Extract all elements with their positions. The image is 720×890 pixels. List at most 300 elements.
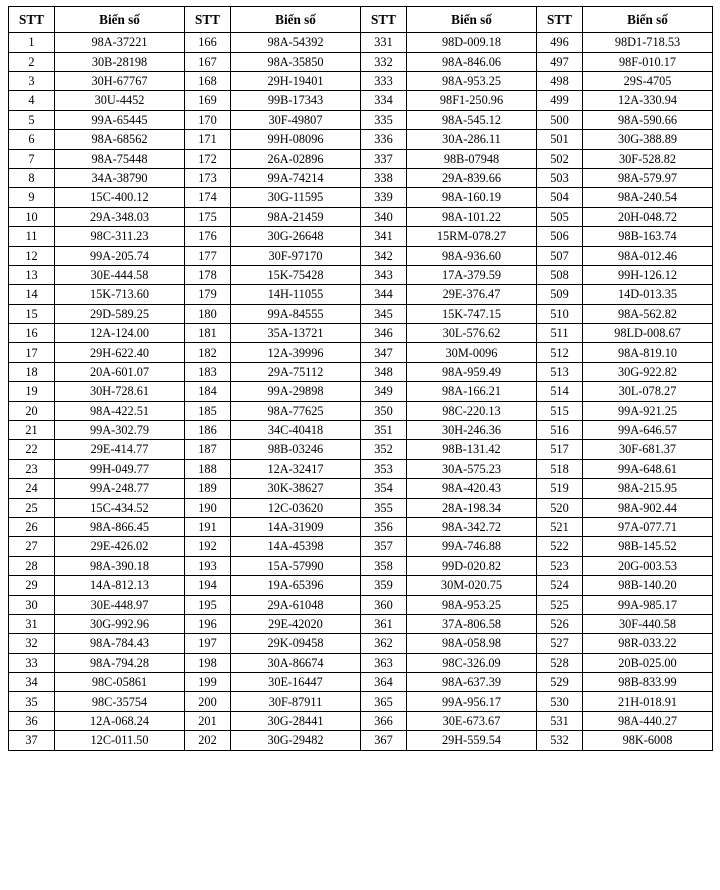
cell-plate: 35A-13721 — [231, 324, 361, 343]
cell-stt: 23 — [9, 459, 55, 478]
cell-stt: 169 — [185, 91, 231, 110]
cell-plate: 30F-681.37 — [583, 440, 713, 459]
cell-stt: 526 — [537, 614, 583, 633]
cell-stt: 354 — [361, 479, 407, 498]
cell-stt: 525 — [537, 595, 583, 614]
cell-plate: 98C-311.23 — [55, 227, 185, 246]
table-row — [9, 498, 713, 517]
cell-stt: 496 — [537, 33, 583, 52]
cell-plate: 26A-02896 — [231, 149, 361, 168]
cell-plate: 12C-011.50 — [55, 731, 185, 750]
table-row — [9, 207, 713, 226]
cell-plate: 29E-376.47 — [407, 285, 537, 304]
cell-plate: 99A-921.25 — [583, 401, 713, 420]
cell-stt: 506 — [537, 227, 583, 246]
cell-plate: 29S-4705 — [583, 71, 713, 90]
cell-plate: 15K-713.60 — [55, 285, 185, 304]
cell-stt: 170 — [185, 110, 231, 129]
table-row — [9, 537, 713, 556]
table-row — [9, 634, 713, 653]
cell-stt: 334 — [361, 91, 407, 110]
cell-stt: 356 — [361, 517, 407, 536]
column-header-plate-4: Biển số — [583, 7, 713, 33]
cell-plate: 30E-448.97 — [55, 595, 185, 614]
cell-plate: 29A-61048 — [231, 595, 361, 614]
cell-plate: 98K-6008 — [583, 731, 713, 750]
cell-plate: 30K-38627 — [231, 479, 361, 498]
cell-stt: 29 — [9, 576, 55, 595]
cell-plate: 30L-576.62 — [407, 324, 537, 343]
cell-plate: 28A-198.34 — [407, 498, 537, 517]
cell-stt: 348 — [361, 362, 407, 381]
cell-stt: 505 — [537, 207, 583, 226]
cell-plate: 15K-75428 — [231, 265, 361, 284]
cell-plate: 30G-28441 — [231, 711, 361, 730]
cell-plate: 98A-637.39 — [407, 673, 537, 692]
cell-plate: 97A-077.71 — [583, 517, 713, 536]
cell-plate: 30G-992.96 — [55, 614, 185, 633]
cell-stt: 527 — [537, 634, 583, 653]
cell-plate: 30G-29482 — [231, 731, 361, 750]
cell-stt: 25 — [9, 498, 55, 517]
cell-plate: 15C-400.12 — [55, 188, 185, 207]
cell-stt: 8 — [9, 168, 55, 187]
cell-stt: 518 — [537, 459, 583, 478]
table-row — [9, 731, 713, 750]
cell-plate: 98A-794.28 — [55, 653, 185, 672]
column-header-stt-2: STT — [185, 7, 231, 33]
cell-plate: 29D-589.25 — [55, 304, 185, 323]
cell-plate: 30F-528.82 — [583, 149, 713, 168]
table-row — [9, 91, 713, 110]
cell-plate: 30A-575.23 — [407, 459, 537, 478]
cell-stt: 346 — [361, 324, 407, 343]
cell-plate: 98A-784.43 — [55, 634, 185, 653]
cell-plate: 15K-747.15 — [407, 304, 537, 323]
cell-stt: 26 — [9, 517, 55, 536]
cell-plate: 30L-078.27 — [583, 382, 713, 401]
cell-plate: 30U-4452 — [55, 91, 185, 110]
cell-stt: 347 — [361, 343, 407, 362]
cell-plate: 29A-75112 — [231, 362, 361, 381]
cell-stt: 15 — [9, 304, 55, 323]
cell-stt: 177 — [185, 246, 231, 265]
cell-stt: 176 — [185, 227, 231, 246]
cell-stt: 344 — [361, 285, 407, 304]
cell-plate: 30F-97170 — [231, 246, 361, 265]
cell-stt: 503 — [537, 168, 583, 187]
cell-stt: 355 — [361, 498, 407, 517]
cell-stt: 363 — [361, 653, 407, 672]
table-row — [9, 285, 713, 304]
cell-stt: 184 — [185, 382, 231, 401]
cell-stt: 516 — [537, 421, 583, 440]
cell-plate: 30B-28198 — [55, 52, 185, 71]
cell-stt: 499 — [537, 91, 583, 110]
cell-stt: 16 — [9, 324, 55, 343]
cell-stt: 513 — [537, 362, 583, 381]
cell-stt: 517 — [537, 440, 583, 459]
cell-plate: 98D1-718.53 — [583, 33, 713, 52]
table-row — [9, 382, 713, 401]
cell-plate: 98A-68562 — [55, 130, 185, 149]
cell-stt: 361 — [361, 614, 407, 633]
cell-plate: 20H-048.72 — [583, 207, 713, 226]
cell-plate: 98A-936.60 — [407, 246, 537, 265]
cell-plate: 98A-160.19 — [407, 188, 537, 207]
cell-plate: 98A-77625 — [231, 401, 361, 420]
table-row — [9, 673, 713, 692]
table-row — [9, 692, 713, 711]
cell-stt: 202 — [185, 731, 231, 750]
cell-stt: 31 — [9, 614, 55, 633]
cell-stt: 359 — [361, 576, 407, 595]
table-row — [9, 556, 713, 575]
cell-plate: 98A-54392 — [231, 33, 361, 52]
cell-stt: 189 — [185, 479, 231, 498]
cell-plate: 98A-342.72 — [407, 517, 537, 536]
table-row — [9, 52, 713, 71]
cell-plate: 30A-86674 — [231, 653, 361, 672]
cell-stt: 36 — [9, 711, 55, 730]
cell-stt: 199 — [185, 673, 231, 692]
cell-plate: 12A-39996 — [231, 343, 361, 362]
cell-plate: 37A-806.58 — [407, 614, 537, 633]
cell-plate: 15C-434.52 — [55, 498, 185, 517]
cell-stt: 27 — [9, 537, 55, 556]
cell-stt: 19 — [9, 382, 55, 401]
cell-plate: 98A-953.25 — [407, 595, 537, 614]
table-row — [9, 343, 713, 362]
table-body — [9, 33, 713, 750]
cell-plate: 14H-11055 — [231, 285, 361, 304]
cell-stt: 530 — [537, 692, 583, 711]
cell-plate: 98B-833.99 — [583, 673, 713, 692]
cell-plate: 30H-246.36 — [407, 421, 537, 440]
cell-plate: 99A-84555 — [231, 304, 361, 323]
cell-plate: 98D-009.18 — [407, 33, 537, 52]
cell-plate: 98A-058.98 — [407, 634, 537, 653]
cell-stt: 13 — [9, 265, 55, 284]
table-row — [9, 324, 713, 343]
cell-plate: 20A-601.07 — [55, 362, 185, 381]
cell-stt: 166 — [185, 33, 231, 52]
table-row — [9, 149, 713, 168]
cell-plate: 30A-286.11 — [407, 130, 537, 149]
cell-plate: 12A-124.00 — [55, 324, 185, 343]
cell-plate: 30F-49807 — [231, 110, 361, 129]
cell-plate: 29K-09458 — [231, 634, 361, 653]
cell-plate: 98R-033.22 — [583, 634, 713, 653]
cell-plate: 30M-020.75 — [407, 576, 537, 595]
license-plate-table — [8, 6, 713, 751]
table-row — [9, 246, 713, 265]
cell-stt: 500 — [537, 110, 583, 129]
cell-stt: 14 — [9, 285, 55, 304]
cell-stt: 358 — [361, 556, 407, 575]
cell-plate: 30E-444.58 — [55, 265, 185, 284]
cell-stt: 28 — [9, 556, 55, 575]
cell-stt: 195 — [185, 595, 231, 614]
cell-plate: 15A-57990 — [231, 556, 361, 575]
cell-stt: 360 — [361, 595, 407, 614]
table-header — [9, 7, 713, 33]
cell-stt: 9 — [9, 188, 55, 207]
table-row — [9, 188, 713, 207]
cell-stt: 171 — [185, 130, 231, 149]
cell-stt: 197 — [185, 634, 231, 653]
column-header-stt-3: STT — [361, 7, 407, 33]
cell-plate: 30H-67767 — [55, 71, 185, 90]
cell-stt: 519 — [537, 479, 583, 498]
cell-stt: 523 — [537, 556, 583, 575]
cell-plate: 30G-922.82 — [583, 362, 713, 381]
cell-stt: 531 — [537, 711, 583, 730]
cell-plate: 99A-302.79 — [55, 421, 185, 440]
cell-stt: 182 — [185, 343, 231, 362]
cell-plate: 98A-902.44 — [583, 498, 713, 517]
table-row — [9, 479, 713, 498]
cell-plate: 30E-16447 — [231, 673, 361, 692]
cell-plate: 30F-440.58 — [583, 614, 713, 633]
cell-plate: 12C-03620 — [231, 498, 361, 517]
cell-plate: 99A-746.88 — [407, 537, 537, 556]
cell-stt: 349 — [361, 382, 407, 401]
column-header-plate-3: Biển số — [407, 7, 537, 33]
table-row — [9, 110, 713, 129]
cell-stt: 180 — [185, 304, 231, 323]
cell-plate: 99B-17343 — [231, 91, 361, 110]
column-header-stt-1: STT — [9, 7, 55, 33]
cell-plate: 17A-379.59 — [407, 265, 537, 284]
table-row — [9, 653, 713, 672]
table-row — [9, 401, 713, 420]
cell-plate: 99A-985.17 — [583, 595, 713, 614]
cell-plate: 98A-590.66 — [583, 110, 713, 129]
cell-plate: 30M-0096 — [407, 343, 537, 362]
cell-stt: 522 — [537, 537, 583, 556]
cell-plate: 98A-215.95 — [583, 479, 713, 498]
cell-plate: 98A-846.06 — [407, 52, 537, 71]
cell-plate: 14A-812.13 — [55, 576, 185, 595]
cell-stt: 498 — [537, 71, 583, 90]
cell-plate: 98LD-008.67 — [583, 324, 713, 343]
cell-plate: 98A-37221 — [55, 33, 185, 52]
cell-stt: 193 — [185, 556, 231, 575]
cell-plate: 99A-646.57 — [583, 421, 713, 440]
cell-plate: 98A-21459 — [231, 207, 361, 226]
cell-plate: 98A-166.21 — [407, 382, 537, 401]
cell-stt: 366 — [361, 711, 407, 730]
table-row — [9, 576, 713, 595]
cell-stt: 515 — [537, 401, 583, 420]
cell-plate: 14D-013.35 — [583, 285, 713, 304]
cell-plate: 98A-866.45 — [55, 517, 185, 536]
cell-stt: 507 — [537, 246, 583, 265]
cell-plate: 15RM-078.27 — [407, 227, 537, 246]
cell-plate: 99A-248.77 — [55, 479, 185, 498]
cell-stt: 192 — [185, 537, 231, 556]
cell-plate: 99H-08096 — [231, 130, 361, 149]
table-row — [9, 168, 713, 187]
cell-plate: 99A-74214 — [231, 168, 361, 187]
table-row — [9, 265, 713, 284]
column-header-plate-1: Biển số — [55, 7, 185, 33]
cell-stt: 514 — [537, 382, 583, 401]
cell-stt: 4 — [9, 91, 55, 110]
cell-stt: 340 — [361, 207, 407, 226]
table-row — [9, 71, 713, 90]
cell-plate: 98A-420.43 — [407, 479, 537, 498]
cell-plate: 30H-728.61 — [55, 382, 185, 401]
cell-stt: 367 — [361, 731, 407, 750]
cell-plate: 99A-65445 — [55, 110, 185, 129]
cell-stt: 24 — [9, 479, 55, 498]
cell-stt: 200 — [185, 692, 231, 711]
cell-stt: 196 — [185, 614, 231, 633]
cell-plate: 98A-240.54 — [583, 188, 713, 207]
cell-stt: 331 — [361, 33, 407, 52]
cell-plate: 98A-440.27 — [583, 711, 713, 730]
cell-stt: 342 — [361, 246, 407, 265]
table-row — [9, 711, 713, 730]
cell-plate: 20G-003.53 — [583, 556, 713, 575]
cell-stt: 336 — [361, 130, 407, 149]
cell-stt: 497 — [537, 52, 583, 71]
cell-stt: 35 — [9, 692, 55, 711]
cell-stt: 18 — [9, 362, 55, 381]
cell-stt: 343 — [361, 265, 407, 284]
cell-plate: 98C-05861 — [55, 673, 185, 692]
cell-plate: 99D-020.82 — [407, 556, 537, 575]
cell-stt: 22 — [9, 440, 55, 459]
cell-plate: 19A-65396 — [231, 576, 361, 595]
cell-stt: 198 — [185, 653, 231, 672]
cell-plate: 30F-87911 — [231, 692, 361, 711]
cell-plate: 29E-414.77 — [55, 440, 185, 459]
cell-stt: 179 — [185, 285, 231, 304]
cell-plate: 98C-35754 — [55, 692, 185, 711]
table-row — [9, 33, 713, 52]
cell-plate: 98A-390.18 — [55, 556, 185, 575]
cell-plate: 98F-010.17 — [583, 52, 713, 71]
cell-plate: 29E-426.02 — [55, 537, 185, 556]
cell-plate: 34C-40418 — [231, 421, 361, 440]
cell-plate: 98B-07948 — [407, 149, 537, 168]
cell-plate: 29H-559.54 — [407, 731, 537, 750]
cell-stt: 339 — [361, 188, 407, 207]
cell-plate: 99A-956.17 — [407, 692, 537, 711]
cell-stt: 185 — [185, 401, 231, 420]
cell-stt: 364 — [361, 673, 407, 692]
cell-plate: 98A-75448 — [55, 149, 185, 168]
cell-stt: 201 — [185, 711, 231, 730]
cell-plate: 12A-068.24 — [55, 711, 185, 730]
cell-plate: 30E-673.67 — [407, 711, 537, 730]
header-row — [9, 7, 713, 33]
cell-stt: 528 — [537, 653, 583, 672]
cell-plate: 98A-579.97 — [583, 168, 713, 187]
column-header-plate-2: Biển số — [231, 7, 361, 33]
cell-plate: 99A-29898 — [231, 382, 361, 401]
cell-stt: 5 — [9, 110, 55, 129]
cell-plate: 98A-545.12 — [407, 110, 537, 129]
cell-plate: 29A-348.03 — [55, 207, 185, 226]
cell-stt: 186 — [185, 421, 231, 440]
cell-stt: 337 — [361, 149, 407, 168]
cell-stt: 511 — [537, 324, 583, 343]
cell-stt: 365 — [361, 692, 407, 711]
cell-stt: 341 — [361, 227, 407, 246]
table-row — [9, 130, 713, 149]
cell-stt: 333 — [361, 71, 407, 90]
cell-stt: 3 — [9, 71, 55, 90]
table-row — [9, 459, 713, 478]
cell-stt: 6 — [9, 130, 55, 149]
cell-stt: 172 — [185, 149, 231, 168]
cell-plate: 98A-953.25 — [407, 71, 537, 90]
cell-plate: 12A-32417 — [231, 459, 361, 478]
cell-plate: 30G-388.89 — [583, 130, 713, 149]
table-row — [9, 440, 713, 459]
cell-stt: 520 — [537, 498, 583, 517]
cell-plate: 99A-648.61 — [583, 459, 713, 478]
cell-plate: 99H-049.77 — [55, 459, 185, 478]
cell-stt: 178 — [185, 265, 231, 284]
cell-stt: 32 — [9, 634, 55, 653]
cell-plate: 98B-145.52 — [583, 537, 713, 556]
cell-stt: 524 — [537, 576, 583, 595]
cell-stt: 187 — [185, 440, 231, 459]
cell-plate: 98B-03246 — [231, 440, 361, 459]
cell-plate: 98A-012.46 — [583, 246, 713, 265]
cell-plate: 98B-140.20 — [583, 576, 713, 595]
table-row — [9, 227, 713, 246]
cell-stt: 362 — [361, 634, 407, 653]
cell-stt: 353 — [361, 459, 407, 478]
cell-stt: 191 — [185, 517, 231, 536]
cell-stt: 352 — [361, 440, 407, 459]
cell-stt: 17 — [9, 343, 55, 362]
table-row — [9, 304, 713, 323]
cell-plate: 98A-959.49 — [407, 362, 537, 381]
cell-plate: 14A-31909 — [231, 517, 361, 536]
cell-stt: 510 — [537, 304, 583, 323]
cell-stt: 188 — [185, 459, 231, 478]
cell-stt: 357 — [361, 537, 407, 556]
cell-stt: 183 — [185, 362, 231, 381]
cell-plate: 29H-622.40 — [55, 343, 185, 362]
cell-plate: 29E-42020 — [231, 614, 361, 633]
column-header-stt-4: STT — [537, 7, 583, 33]
cell-plate: 99H-126.12 — [583, 265, 713, 284]
cell-stt: 1 — [9, 33, 55, 52]
cell-stt: 37 — [9, 731, 55, 750]
cell-stt: 512 — [537, 343, 583, 362]
cell-plate: 98B-131.42 — [407, 440, 537, 459]
cell-stt: 174 — [185, 188, 231, 207]
table-row — [9, 362, 713, 381]
cell-plate: 30G-11595 — [231, 188, 361, 207]
table-row — [9, 421, 713, 440]
cell-stt: 2 — [9, 52, 55, 71]
cell-stt: 12 — [9, 246, 55, 265]
cell-stt: 190 — [185, 498, 231, 517]
table-row — [9, 614, 713, 633]
cell-stt: 10 — [9, 207, 55, 226]
cell-plate: 20B-025.00 — [583, 653, 713, 672]
cell-stt: 181 — [185, 324, 231, 343]
